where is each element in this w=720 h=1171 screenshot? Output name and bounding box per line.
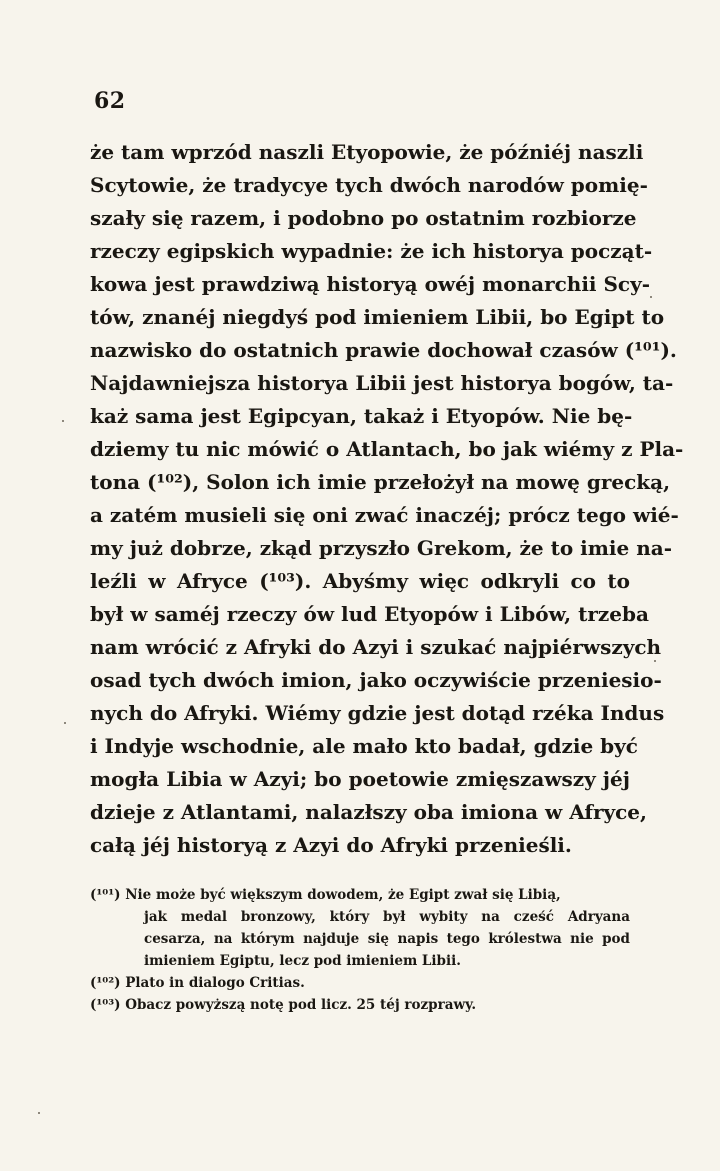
main-text: [90, 136, 684, 862]
text-line: leźli w Afryce (¹⁰³). Abyśmy więc odkryli co to: [90, 569, 630, 593]
text-line: kowa jest prawdziwą historyą owéj monarchii Scy-: [90, 272, 651, 296]
text-line: każ sama jest Egipcyan, takaż i Etyopów. Nie bę-: [90, 404, 633, 428]
text-line: że tam wprzód naszli Etyopowie, że późniéj naszli: [90, 140, 644, 164]
footnote-102: (¹⁰²) Plato in dialogo Critias.: [90, 975, 305, 991]
text-line: szały się razem, i podobno po ostatnim rozbiorze: [90, 206, 637, 230]
text-line: tona (¹⁰²), Solon ich imie przełożył na mowę grecką,: [90, 470, 671, 494]
footnote-101: (¹⁰¹) Nie może być większym dowodem, że Egipt zwał się Libią,: [90, 887, 561, 903]
text-line: mogła Libia w Azyi; bo poetowie zmięszawszy jéj: [90, 767, 630, 791]
page-number: 62: [94, 88, 126, 114]
footnote-101-continuation: imieniem Egiptu, lecz pod imieniem Libii.: [144, 953, 461, 969]
footnote-101-continuation: cesarza, na którym najduje się napis tego królestwa nie pod: [144, 931, 630, 947]
text-line: Scytowie, że tradycye tych dwóch narodów pomię-: [90, 173, 648, 197]
text-line: i Indyje wschodnie, ale mało kto badał, gdzie być: [90, 734, 638, 758]
text-line: Najdawniejsza historya Libii jest historya bogów, ta-: [90, 371, 674, 395]
ink-speck: [62, 420, 64, 422]
text-line: całą jéj historyą z Azyi do Afryki przenieśli.: [90, 833, 572, 857]
text-line: a zatém musieli się oni zwać inaczéj; prócz tego wié-: [90, 503, 679, 527]
text-line: dzieje z Atlantami, nalazłszy oba imiona w Afryce,: [90, 800, 647, 824]
text-line: osad tych dwóch imion, jako oczywiście przeniesio-: [90, 668, 662, 692]
text-line: nam wrócić z Afryki do Azyi i szukać najpiérwszych: [90, 635, 662, 659]
text-line: był w saméj rzeczy ów lud Etyopów i Libów, trzeba: [90, 602, 649, 626]
text-line: nazwisko do ostatnich prawie dochował czasów (¹⁰¹).: [90, 338, 677, 362]
text-line: dziemy tu nic mówić o Atlantach, bo jak wiémy z Pla-: [90, 437, 684, 461]
ink-speck: [64, 722, 66, 724]
footnote-103: (¹⁰³) Obacz powyższą notę pod licz. 25 téj rozprawy.: [90, 997, 477, 1013]
text-line: rzeczy egipskich wypadnie: że ich historya począt-: [90, 239, 653, 263]
text-line: tów, znanéj niegdyś pod imieniem Libii, bo Egipt to: [90, 305, 665, 329]
footnote-101-continuation: jak medal bronzowy, który był wybity na cześć Adryana: [144, 909, 630, 925]
ink-speck: [654, 660, 656, 662]
ink-speck: [650, 296, 652, 298]
text-line: my już dobrze, zkąd przyszło Grekom, że to imie na-: [90, 536, 672, 560]
text-line: nych do Afryki. Wiémy gdzie jest dotąd rzéka Indus: [90, 701, 665, 725]
ink-speck: [38, 1112, 40, 1114]
footnotes: [90, 884, 630, 1016]
